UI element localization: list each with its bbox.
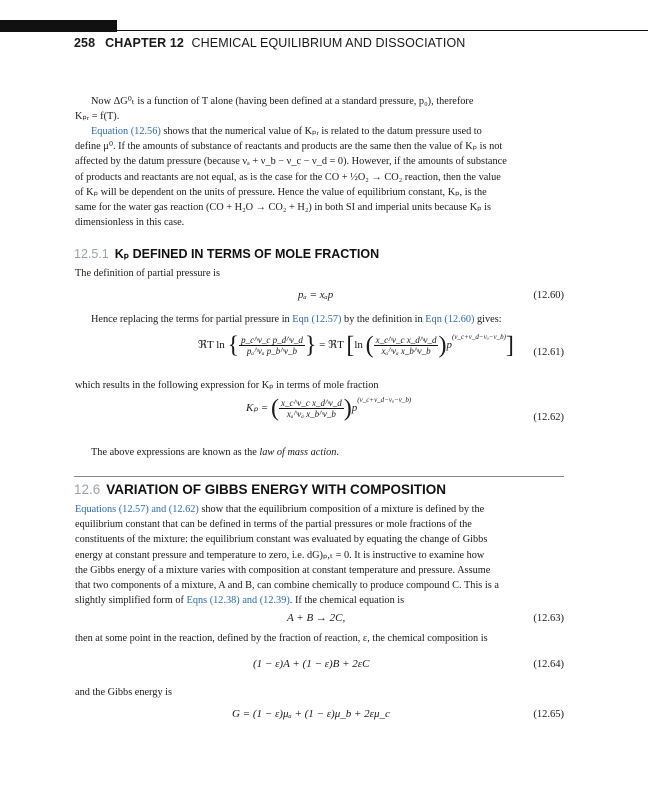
- header-bar: [0, 20, 117, 32]
- text-line: the Gibbs energy of a mixture varies with composition at constant temperature and pressure. Assume: [75, 564, 491, 576]
- equation-link[interactable]: Equations (12.57) and (12.62): [75, 504, 199, 515]
- text-law-of-mass-action: The above expressions are known as the law of mass action.: [91, 447, 339, 458]
- section-divider: [74, 476, 564, 477]
- section-title: Kₚ DEFINED IN TERMS OF MOLE FRACTION: [114, 247, 380, 261]
- text-fraction-of-reaction: then at some point in the reaction, defined by the fraction of reaction, ε, the chemical composition is: [75, 633, 488, 644]
- equation-12-63: A + B → 2C,: [287, 612, 346, 624]
- equation-number: (12.65): [533, 709, 564, 720]
- equation-12-61: ℜT ln { $\frac{\text{p\_c\textasciicircum{}ν\_c p\_d\textasciicircum{}ν\_d}}{\text{pₐ\textasciicircum{}νₐ p\_b\textasciicircum{}ν\_b}}$ } = ℜT [ln ( $\frac{\text{x\_c\textasciicircum{}ν\_c x\_d\textasciicircum{}ν\_d}}{\text{xₐ\textasciicircum{}νₐ x\_b\textasciicircum{}ν\_b}}$ )$p^{(\nu\_c+\nu\_d-\nu_a-\nu\_b)}$]: [198, 332, 514, 359]
- section-heading-12-6: [74, 482, 446, 497]
- paragraph-gibbs-composition: Equations (12.57) and (12.62) show that the equilibrium composition of a mixture is defined by the equilibrium constant that can be defined in terms of the partial pressures or mole fractions of the constituents of the mixture: the equilibrium constant was evaluated by equating the change of Gibbs energy at constant pressure and temperature to zero, i.e. dG)ₚ,ₜ = 0. It is instructive to examine how the Gibbs energy of a mixture varies with composition at constant temperature and pressure. Assume that two components of a mixture, A and B, can combine chemically to produce compound C. This is a slightly simplified form of Eqns (12.38) and (12.39). If the chemical equation is: [75, 502, 564, 608]
- text-replacing-terms: Hence replacing the terms for partial pressure in Eqn (12.57) by the definition in Eqn (12.60) gives:: [91, 314, 502, 325]
- equation-12-65: G = (1 − ε)μₐ + (1 − ε)μ_b + 2εμ_c: [232, 708, 390, 720]
- equation-number: (12.62): [533, 412, 564, 423]
- text-line: of products and reactants are not equal, as is the case for the CO + ½O₂ → CO₂ reaction, then the value: [75, 171, 501, 183]
- text-gibbs-energy-is: and the Gibbs energy is: [75, 687, 173, 698]
- text-line: define μ⁰. If the amounts of substance of reactants and products are the same then the value of Kₚ is not: [75, 141, 503, 153]
- paragraph-datum-pressure: [75, 124, 564, 230]
- text-line: that two components of a mixture, A and B, can combine chemically to produce compound C. This is a: [75, 580, 499, 592]
- text-results-in: which results in the following expression for Kₚ in terms of mole fraction: [75, 380, 379, 391]
- running-header: [74, 36, 465, 50]
- text-line: Now ΔG⁰ₜ is a function of T alone (having been defined at a standard pressure, p₀), therefore: [91, 96, 474, 107]
- chapter-title: CHEMICAL EQUILIBRIUM AND DISSOCIATION: [191, 36, 466, 50]
- section-number: 12.6: [74, 482, 101, 497]
- text-line: Kₚᵣ = f(T).: [75, 111, 120, 122]
- equation-number: (12.60): [533, 290, 564, 301]
- chapter-label: CHAPTER 12: [105, 36, 184, 50]
- equation-number: (12.63): [533, 613, 564, 624]
- text-line: equilibrium constant that can be defined in terms of the partial pressures or mole fractions of the: [75, 519, 472, 531]
- paragraph-intro: [75, 94, 564, 109]
- equation-12-64: (1 − ε)A + (1 − ε)B + 2εC: [253, 658, 370, 670]
- section-number: 12.5.1: [74, 247, 109, 261]
- equation-12-62: Kₚ = ( $\frac{\text{x\_c\textasciicircum{}ν\_c x\_d\textasciicircum{}ν\_d}}{\text{xₐ\textasciicircum{}νₐ x\_b\textasciicircum{}ν\_b}}$ )$p^{(\nu\_c+\nu\_d-\nu_a-\nu\_b)}$: [246, 395, 412, 422]
- header-rule: [117, 30, 648, 31]
- page-number: 258: [74, 36, 96, 50]
- text-line: energy at constant pressure and temperature to zero, i.e. dG)ₚ,ₜ = 0. It is instructive to examine how: [75, 549, 485, 561]
- text-line: constituents of the mixture: the equilibrium constant was evaluated by equating the change of Gibbs: [75, 534, 488, 546]
- text-line: dimensionless in this case.: [75, 217, 185, 229]
- text-line: same for the water gas reaction (CO + H₂O → CO₂ + H₂) in both SI and imperial units because Kₚ is: [75, 202, 491, 214]
- equation-number: (12.61): [533, 347, 564, 358]
- equation-12-60: pₐ = xₐp: [298, 289, 334, 301]
- text-line: of Kₚ will be dependent on the units of pressure. Hence the value of equilibrium constant, Kₚ, is the: [75, 186, 487, 198]
- equation-number: (12.64): [533, 659, 564, 670]
- equation-link[interactable]: Eqn (12.57): [292, 314, 342, 325]
- equation-link[interactable]: Equation (12.56): [91, 126, 161, 137]
- text-partial-pressure-intro: The definition of partial pressure is: [75, 268, 220, 279]
- equation-link[interactable]: Eqn (12.60): [425, 314, 475, 325]
- section-title: VARIATION OF GIBBS ENERGY WITH COMPOSITION: [106, 482, 447, 497]
- paragraph-intro-cont: [75, 109, 564, 124]
- text-line: shows that the numerical value of Kₚᵣ is related to the datum pressure used to: [160, 126, 482, 137]
- equation-link[interactable]: Eqns (12.38) and (12.39): [186, 595, 290, 607]
- text-line: affected by the datum pressure (because νₐ + ν_b − ν_c − ν_d = 0). However, if the amounts of substance: [75, 156, 507, 168]
- section-heading-12-5-1: [74, 246, 379, 261]
